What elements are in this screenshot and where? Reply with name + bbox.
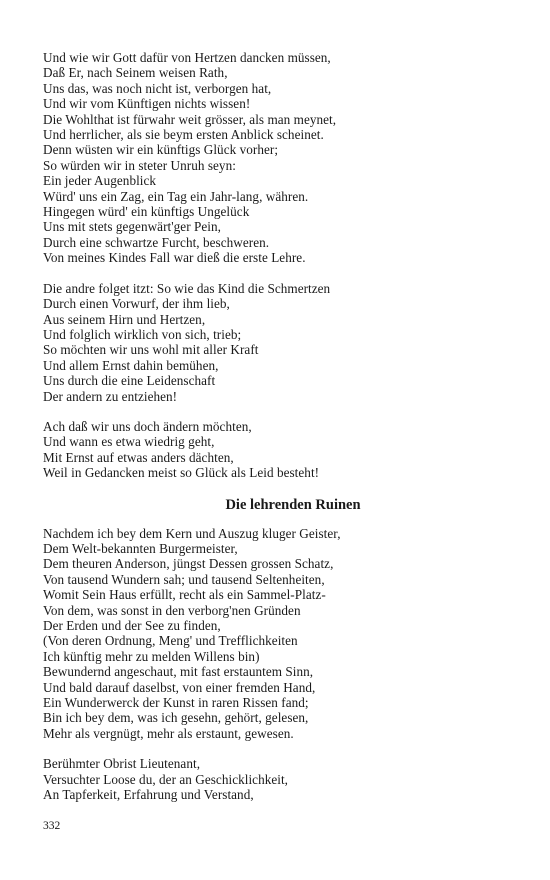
verse-line: Bin ich bey dem, was ich gesehn, gehört, gelesen, [43,710,309,726]
verse-line: Uns mit stets gegenwärt'ger Pein, [43,219,221,235]
verse-line: Und allem Ernst dahin bemühen, [43,357,219,373]
page-content [43,50,513,817]
verse-line: Nachdem ich bey dem Kern und Auszug kluger Geister, [43,525,341,541]
verse-line: Der Erden und der See zu finden, [43,618,221,633]
verse-line: Und folglich wirklich von sich, trieb; [43,326,242,342]
verse-line: Durch einen Vorwurf, der ihm lieb, [43,296,230,312]
verse-line: Ein jeder Augenblick [43,173,157,189]
verse-line: Von tausend Wundern sah; und tausend Seltenheiten, [43,571,325,587]
verse-line: So möchten wir uns wohl mit aller Kraft [43,342,259,358]
stanza [43,419,513,481]
verse-line: Mit Ernst auf etwas anders dächten, [43,449,234,465]
verse-line: Ein Wunderwerck der Kunst in raren Rissen fand; [43,695,309,711]
verse-line: Berühmter Obrist Lieutenant, [43,756,201,772]
verse-line: Und bald darauf daselbst, von einer fremden Hand, [43,679,316,695]
poem-lehrende-ruinen [43,526,513,803]
verse-line: An Tapferkeit, Erfahrung und Verstand, [43,787,254,803]
verse-line: Ich künftig mehr zu melden Willens bin) [43,648,260,664]
verse-line: Der andern zu entziehen! [43,388,178,404]
verse-line: Und wie wir Gott dafür von Hertzen dancken müssen, [43,50,331,65]
verse-line: Daß Er, nach Seinem weisen Rath, [43,65,228,81]
verse-line: Dem Welt-bekannten Burgermeister, [43,540,238,556]
verse-line: Und wir vom Künftigen nichts wissen! [43,96,251,112]
stanza [43,50,513,266]
verse-line: Uns durch die eine Leidenschaft [43,373,216,389]
stanza [43,526,513,742]
verse-line: Uns das, was noch nicht ist, verborgen hat, [43,80,272,96]
verse-line: Womit Sein Haus erfüllt, recht als ein Sammel-Platz- [43,587,326,603]
verse-line: Würd' uns ein Zag, ein Tag ein Jahr-lang, währen. [43,188,309,204]
verse-line: Dem theuren Anderson, jüngst Dessen grossen Schatz, [43,556,334,572]
verse-line: Durch eine schwartze Furcht, beschweren. [43,234,270,250]
poem-title: Die lehrenden Ruinen [225,496,361,513]
verse-line: Ach daß wir uns doch ändern möchten, [43,418,252,434]
poem-continuation [43,50,513,481]
page-number: 332 [43,820,61,832]
stanza [43,281,513,404]
verse-line: Versuchter Loose du, der an Geschicklichkeit, [43,771,289,787]
verse-line: Und herrlicher, als sie beym ersten Anblick scheinet. [43,127,324,143]
stanza [43,756,513,802]
verse-line: (Von deren Ordnung, Meng' und Trefflichkeiten [43,633,298,649]
verse-line: Mehr als vergnügt, mehr als erstaunt, gewesen. [43,725,294,741]
verse-line: Die andre folget itzt: So wie das Kind die Schmertzen [43,280,331,296]
verse-line: Von meines Kindes Fall war dieß die erste Lehre. [43,250,306,266]
verse-line: Die Wohlthat ist fürwahr weit grösser, als man meynet, [43,111,337,127]
verse-line: Von dem, was sonst in den verborg'nen Gründen [43,602,301,618]
verse-line: Bewundernd angeschaut, mit fast erstauntem Sinn, [43,664,314,680]
verse-line: Denn wüsten wir ein künftigs Glück vorher; [43,142,279,158]
verse-line: Aus seinem Hirn und Hertzen, [43,311,206,327]
verse-line: Weil in Gedancken meist so Glück als Leid besteht! [43,465,320,481]
verse-line: Und wann es etwa wiedrig geht, [43,434,215,450]
verse-line: Hingegen würd' ein künftigs Ungelück [43,204,250,220]
verse-line: So würden wir in steter Unruh seyn: [43,157,236,173]
